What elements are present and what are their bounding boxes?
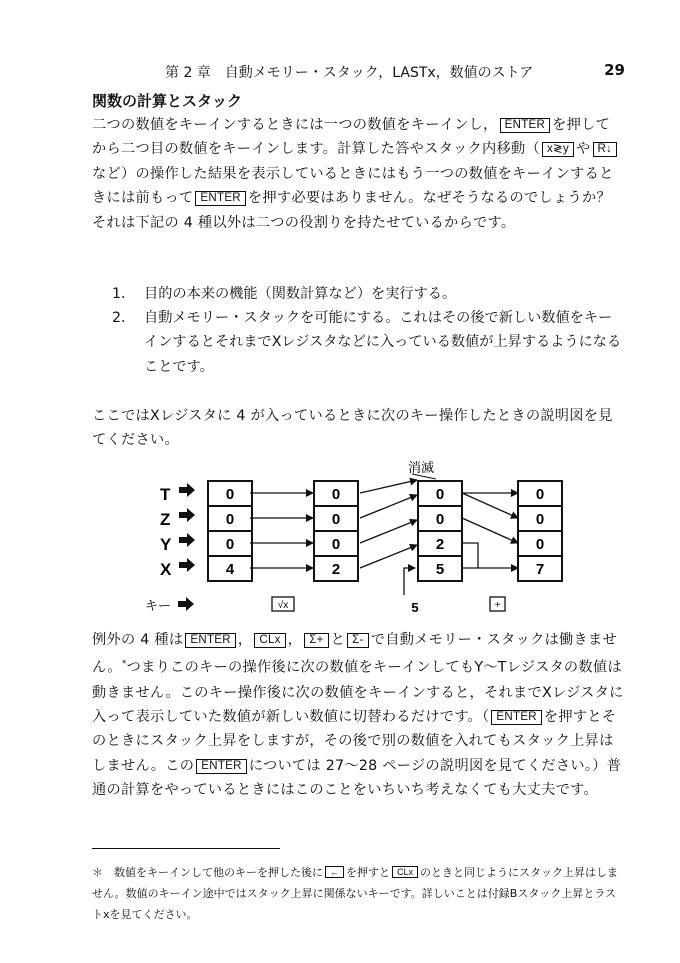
list-text: 目的の本来の機能（関数計算など）を実行する。 — [144, 286, 457, 302]
register-value: 0 — [535, 536, 545, 553]
register-value: 0 — [331, 486, 341, 503]
register-value: 0 — [331, 536, 341, 553]
register-label-y: Y — [160, 535, 172, 554]
diagram-intro: ここではXレジスタに 4 が入っているときに次のキー操作したときの説明図を見てください。 — [92, 408, 613, 449]
exceptions-text-3: つまりこのキーの操作後に次の数値をキーインしてもY〜Tレジスタの数値は動きません。このキー操作後に次の数値をキーインすると，それまでXレジスタに入って表示していた数値が新しい数値に切替わるだけです。（ — [92, 660, 624, 725]
register-labels — [145, 483, 195, 613]
register-value: 2 — [331, 561, 341, 578]
clear-x-key-icon: CLx — [392, 866, 418, 878]
clear-x-key-icon: CLx — [254, 633, 285, 648]
register-value: 0 — [535, 486, 545, 503]
arrow-right-icon — [179, 533, 195, 547]
backspace-key-icon: ← — [325, 866, 344, 878]
intro-text-2: を押してから二つ目の数値をキーインします。計算した答やスタック内移動（ — [92, 117, 611, 158]
footnote-mark: * — [121, 659, 127, 670]
register-label-t: T — [160, 485, 171, 504]
register-value: 0 — [225, 486, 235, 503]
stack-column — [208, 481, 252, 581]
intro-text-5: を押す必要はありません。なぜそうなるのでしょうか？ それは下記の 4 種以外は二つの役割りを持たせているからです。 — [92, 190, 626, 231]
footnote — [92, 862, 624, 925]
enter-key-icon: ENTER — [491, 710, 541, 725]
conjunction: と — [330, 632, 346, 648]
enter-key-icon: ENTER — [185, 633, 235, 648]
exceptions-text-4: を押すとそのときにスタック上昇をしますが，その後で別の数値を入れてもスタック上昇はしません。この — [92, 708, 617, 774]
stack-column — [272, 481, 358, 611]
register-label-x: X — [160, 560, 172, 579]
list-number: 1． — [112, 286, 136, 302]
stack-column — [490, 481, 562, 611]
exceptions-paragraph — [92, 628, 624, 803]
exceptions-text-5: については 27〜28 ページの説明図を見てください。）普通の計算をやっているときにはこのことをいちいち考えなくても大丈夫です。 — [92, 757, 622, 799]
intro-text-3: や — [576, 141, 591, 158]
register-value: 5 — [435, 561, 445, 578]
comma: ， — [287, 632, 303, 648]
footnote-text-1: 数値をキーインして他のキーを押した後に — [114, 866, 323, 879]
intro-text-1: 二つの数値をキーインするときには一つの数値をキーインし， — [92, 117, 498, 133]
comma: ， — [237, 632, 253, 648]
sigma-plus-key-icon: Σ+ — [304, 633, 328, 648]
roll-down-key-icon: R↓ — [593, 142, 618, 157]
key-press-label: 5 — [411, 600, 419, 615]
register-value: 0 — [535, 511, 545, 528]
key-row-label: キー — [145, 598, 172, 613]
enter-key-icon: ENTER — [196, 759, 246, 774]
register-value: 7 — [535, 561, 545, 578]
stack-column — [411, 481, 462, 615]
footnote-text-2: を押すと — [346, 866, 390, 879]
register-value: 0 — [435, 511, 445, 528]
arrow-right-icon — [179, 508, 195, 522]
page-number: 29 — [604, 61, 625, 79]
exceptions-text-2: で自動メモリー・スタックは働きません。 — [92, 632, 618, 677]
register-value: 0 — [225, 536, 235, 553]
register-value: 2 — [435, 536, 445, 553]
list-text: 自動メモリー・スタックを可能にする。これはその後で新しい数値をキーインするとそれまでXレジスタなどに入っている数値が上昇するようになることです。 — [144, 310, 622, 375]
key-press-label: + — [494, 600, 501, 611]
register-value: 0 — [331, 511, 341, 528]
x-swap-y-key-icon: x≷y — [542, 142, 574, 157]
intro-text-4: など）の操作した結果を表示しているときにはもう一つの数値をキーインするときには前もって — [92, 165, 614, 207]
lost-label: 消滅 — [408, 460, 435, 475]
register-value: 4 — [225, 561, 235, 578]
footnote-text-3: のときと同じようにスタック上昇はしません。数値のキーイン途中ではスタック上昇に関係ないキーです。詳しいことは付録Bスタック上昇とラストxを見てください。 — [92, 866, 619, 921]
enter-key-icon: ENTER — [195, 191, 245, 206]
enter-key-icon: ENTER — [500, 118, 550, 133]
exceptions-text-1: 例外の 4 種は — [92, 632, 184, 648]
register-value: 0 — [435, 486, 445, 503]
list-number: 2． — [112, 310, 136, 326]
section-title: 関数の計算とスタック — [92, 92, 243, 110]
arrow-right-icon — [179, 558, 195, 572]
register-value: 0 — [225, 511, 235, 528]
arrow-right-icon — [179, 483, 195, 497]
footnote-rule — [92, 848, 280, 849]
key-press-label: √x — [277, 600, 289, 611]
sigma-minus-key-icon: Σ- — [347, 633, 369, 648]
chapter-title: 第 2 章 自動メモリー・スタック，LASTx，数値のストア — [165, 65, 534, 81]
footnote-mark: ＊ — [92, 866, 103, 879]
arrow-right-icon — [178, 597, 194, 611]
register-label-z: Z — [160, 510, 171, 529]
